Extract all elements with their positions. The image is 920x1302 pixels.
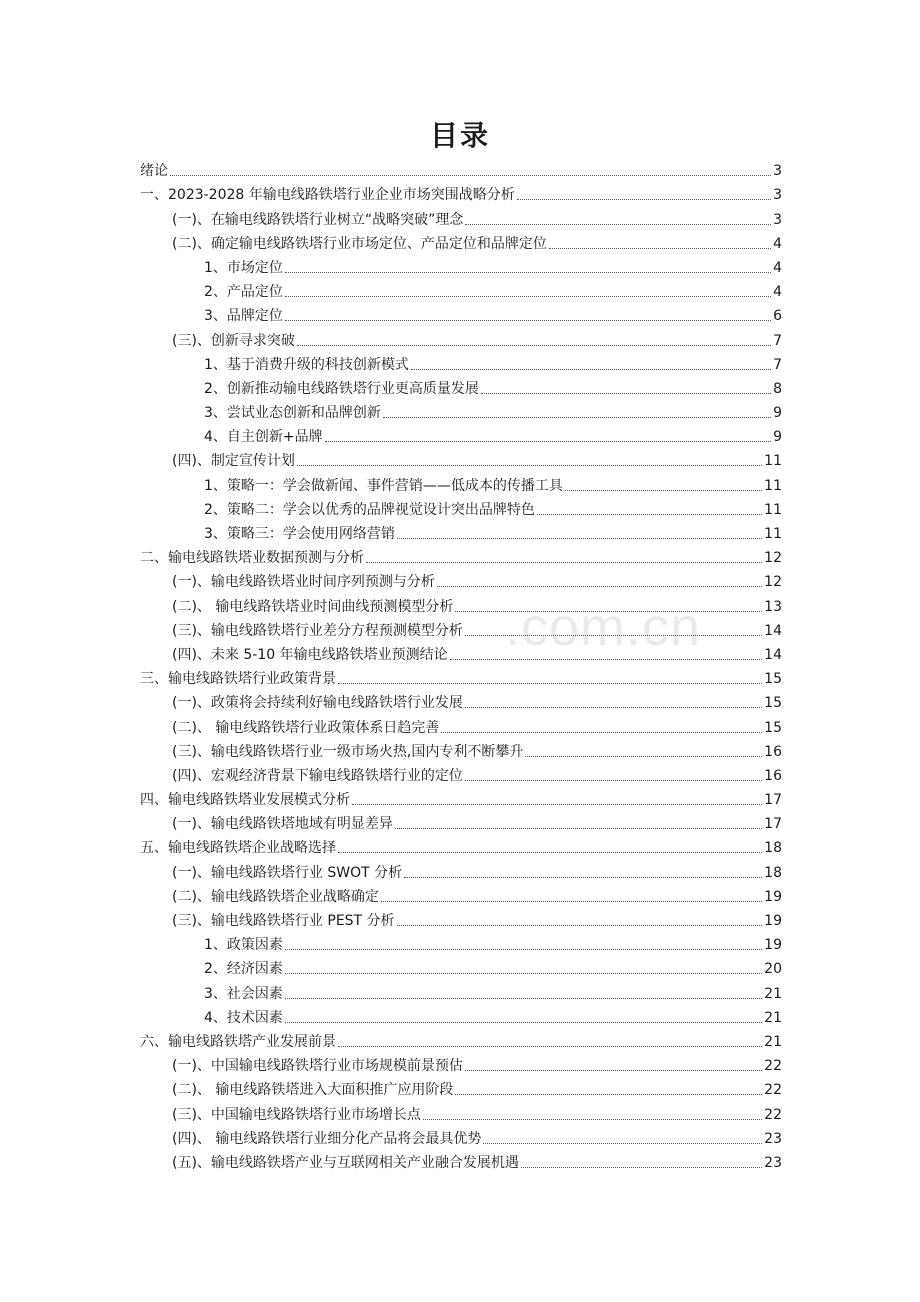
toc-entry-page-number: 16 [764, 743, 782, 760]
toc-entry-title: 4、自主创新+品牌 [204, 429, 323, 446]
toc-entry-title: 2、产品定位 [204, 284, 283, 301]
toc-entry-title: (四)、宏观经济背景下输电线路铁塔行业的定位 [172, 767, 463, 784]
dot-leader [397, 538, 762, 539]
dot-leader [285, 998, 762, 999]
toc-entry-title: 六、输电线路铁塔产业发展前景 [140, 1033, 336, 1050]
dot-leader [366, 562, 762, 563]
toc-entry-title: (四)、 输电线路铁塔行业细分化产品将会最具优势 [172, 1130, 482, 1147]
toc-entry[interactable] [140, 205, 782, 229]
dot-leader [338, 852, 762, 853]
toc-entry[interactable] [140, 520, 782, 544]
toc-entry-title: (一)、输电线路铁塔业时间序列预测与分析 [172, 574, 435, 591]
toc-entry-title: 一、2023-2028 年输电线路铁塔行业企业市场突围战略分析 [140, 187, 515, 204]
toc-entry-page-number: 11 [764, 453, 782, 470]
toc-entry-title: (一)、中国输电线路铁塔行业市场规模前景预估 [172, 1058, 463, 1075]
toc-entry-page-number: 19 [764, 913, 782, 929]
toc-entry-page-number: 7 [773, 332, 782, 349]
dot-leader [297, 465, 762, 466]
toc-entry-title: (五)、输电线路铁塔产业与互联网相关产业融合发展机遇 [172, 1154, 519, 1171]
toc-entry[interactable] [140, 592, 782, 616]
toc-entry[interactable] [140, 302, 782, 326]
toc-entry[interactable] [140, 278, 782, 302]
toc-entry[interactable] [140, 181, 782, 205]
toc-entry-title: 3、品牌定位 [204, 308, 283, 325]
toc-entry-title: 2、创新推动输电线路铁塔行业更高质量发展 [204, 380, 479, 397]
toc-entry-page-number: 15 [764, 671, 782, 688]
toc-entry[interactable] [140, 471, 782, 495]
toc-entry-page-number: 4 [773, 235, 782, 252]
dot-leader [450, 659, 763, 660]
toc-entry[interactable] [140, 617, 782, 641]
toc-entry[interactable] [140, 254, 782, 278]
dot-leader [437, 586, 762, 587]
toc-entry[interactable] [140, 375, 782, 399]
toc-entry[interactable] [140, 1125, 782, 1149]
toc-entry-title: (一)、在输电线路铁塔行业树立“战略突破”理念 [172, 211, 464, 228]
toc-entry-title: (三)、输电线路铁塔行业 PEST 分析 [172, 913, 395, 929]
toc-entry-page-number: 12 [764, 574, 782, 591]
table-of-contents [140, 157, 782, 1173]
dot-leader [395, 828, 762, 829]
toc-entry-title: (三)、创新寻求突破 [172, 332, 295, 349]
dot-leader [549, 248, 771, 249]
toc-entry-page-number: 4 [773, 284, 782, 301]
toc-entry-title: (二)、确定输电线路铁塔行业市场定位、产品定位和品牌定位 [172, 235, 547, 252]
toc-entry-page-number: 23 [764, 1154, 782, 1171]
toc-entry[interactable] [140, 762, 782, 786]
toc-entry-page-number: 15 [764, 695, 782, 712]
toc-entry-title: 四、输电线路铁塔业发展模式分析 [140, 792, 350, 809]
toc-entry-page-number: 3 [773, 187, 782, 204]
toc-entry-title: 3、社会因素 [204, 985, 283, 1002]
toc-entry-title: 2、策略二：学会以优秀的品牌视觉设计突出品牌特色 [204, 501, 535, 518]
toc-entry-page-number: 23 [764, 1130, 782, 1147]
dot-leader [537, 514, 762, 515]
dot-leader [381, 901, 762, 902]
toc-entry-title: (二)、输电线路铁塔企业战略确定 [172, 888, 379, 905]
dot-leader [465, 707, 762, 708]
toc-entry-title: (二)、 输电线路铁塔进入大面积推广应用阶段 [172, 1082, 454, 1099]
dot-leader [517, 199, 771, 200]
dot-leader [325, 441, 771, 442]
toc-entry[interactable] [140, 883, 782, 907]
watermark: .com.cn [505, 597, 702, 657]
dot-leader [521, 1167, 762, 1168]
toc-entry-title: (一)、输电线路铁塔行业 SWOT 分析 [172, 864, 403, 881]
dot-leader [404, 877, 762, 878]
toc-entry-page-number: 16 [764, 767, 782, 784]
dot-leader [465, 635, 762, 636]
toc-entry-page-number: 3 [773, 211, 782, 228]
toc-entry[interactable] [140, 858, 782, 882]
toc-entry-page-number: 14 [764, 622, 782, 639]
toc-entry-page-number: 11 [764, 526, 782, 542]
toc-entry[interactable] [140, 834, 782, 858]
toc-entry[interactable] [140, 326, 782, 350]
toc-entry[interactable] [140, 810, 782, 834]
dot-leader [423, 1119, 762, 1120]
toc-entry[interactable] [140, 157, 782, 181]
toc-entry[interactable] [140, 544, 782, 568]
toc-entry-page-number: 18 [764, 840, 782, 857]
toc-entry-title: 4、技术因素 [204, 1009, 283, 1026]
dot-leader [285, 272, 771, 273]
toc-entry-title: 1、基于消费升级的科技创新模式 [204, 356, 409, 373]
dot-leader [481, 393, 771, 394]
toc-entry-title: 绪论 [140, 163, 168, 180]
dot-leader [338, 1046, 762, 1047]
toc-entry-page-number: 11 [764, 501, 782, 518]
toc-entry[interactable] [140, 1004, 782, 1028]
toc-entry-title: 二、输电线路铁塔业数据预测与分析 [140, 550, 364, 567]
toc-entry[interactable] [140, 423, 782, 447]
dot-leader [465, 780, 762, 781]
toc-entry[interactable] [140, 230, 782, 254]
toc-entry-page-number: 8 [773, 380, 782, 397]
toc-entry[interactable] [140, 1100, 782, 1124]
dot-leader [338, 683, 762, 684]
toc-entry-page-number: 4 [773, 259, 782, 276]
toc-entry-page-number: 20 [764, 961, 782, 978]
toc-entry-title: 2、经济因素 [204, 961, 283, 978]
dot-leader [411, 369, 771, 370]
toc-entry[interactable] [140, 351, 782, 375]
dot-leader [170, 175, 771, 176]
toc-entry-title: (三)、中国输电线路铁塔行业市场增长点 [172, 1106, 421, 1123]
toc-entry-page-number: 22 [764, 1058, 782, 1075]
toc-entry-page-number: 12 [764, 550, 782, 567]
toc-entry-title: 1、政策因素 [204, 937, 283, 954]
toc-entry[interactable] [140, 931, 782, 955]
toc-entry-page-number: 13 [764, 598, 782, 615]
dot-leader [465, 1070, 762, 1071]
toc-entry-page-number: 17 [764, 816, 782, 833]
toc-entry[interactable] [140, 665, 782, 689]
toc-entry[interactable] [140, 1028, 782, 1052]
toc-entry-page-number: 9 [773, 405, 782, 422]
dot-leader [455, 611, 762, 612]
toc-entry[interactable] [140, 907, 782, 931]
toc-entry-page-number: 15 [764, 719, 782, 736]
toc-entry-title: (二)、 输电线路铁塔行业政策体系日趋完善 [172, 719, 440, 736]
toc-entry[interactable] [140, 1052, 782, 1076]
dot-leader [297, 345, 771, 346]
toc-entry[interactable] [140, 979, 782, 1003]
toc-entry[interactable] [140, 786, 782, 810]
dot-leader [441, 732, 762, 733]
toc-entry-title: (三)、输电线路铁塔行业差分方程预测模型分析 [172, 622, 463, 639]
toc-entry-title: (四)、制定宣传计划 [172, 453, 295, 470]
dot-leader [525, 756, 762, 757]
dot-leader [352, 804, 762, 805]
toc-entry-title: 1、市场定位 [204, 259, 283, 276]
toc-entry-title: 五、输电线路铁塔企业战略选择 [140, 840, 336, 857]
toc-entry-page-number: 14 [764, 646, 782, 663]
toc-entry-page-number: 6 [773, 308, 782, 325]
dot-leader [465, 224, 771, 225]
toc-entry-page-number: 21 [764, 985, 782, 1002]
toc-entry-page-number: 3 [773, 163, 782, 180]
dot-leader [285, 320, 771, 321]
dot-leader [397, 925, 763, 926]
toc-entry-page-number: 11 [764, 477, 782, 494]
dot-leader [285, 1022, 762, 1023]
toc-entry-title: (三)、输电线路铁塔行业一级市场火热,国内专利不断攀升 [172, 743, 524, 760]
dot-leader [455, 1094, 762, 1095]
toc-entry-page-number: 22 [764, 1082, 782, 1099]
toc-entry-page-number: 17 [764, 792, 782, 809]
toc-title: 目录 [429, 119, 490, 152]
toc-entry[interactable] [140, 713, 782, 737]
toc-entry[interactable] [140, 496, 782, 520]
toc-entry[interactable] [140, 955, 782, 979]
toc-entry[interactable] [140, 568, 782, 592]
toc-entry-page-number: 22 [764, 1106, 782, 1123]
toc-entry[interactable] [140, 447, 782, 471]
toc-entry-title: (二)、 输电线路铁塔业时间曲线预测模型分析 [172, 598, 454, 615]
dot-leader [285, 973, 762, 974]
toc-entry-page-number: 9 [773, 429, 782, 446]
toc-entry-title: 3、策略三：学会使用网络营销 [204, 526, 395, 542]
toc-entry[interactable] [140, 1149, 782, 1173]
toc-entry-page-number: 21 [764, 1033, 782, 1050]
toc-entry-page-number: 7 [773, 356, 782, 373]
toc-entry-page-number: 19 [764, 888, 782, 905]
toc-entry[interactable] [140, 738, 782, 762]
dot-leader [483, 1143, 762, 1144]
toc-entry-title: (一)、输电线路铁塔地域有明显差异 [172, 816, 393, 833]
toc-entry-title: 1、策略一：学会做新闻、事件营销——低成本的传播工具 [204, 477, 563, 494]
dot-leader [565, 490, 762, 491]
toc-entry[interactable] [140, 1076, 782, 1100]
toc-entry-title: 3、尝试业态创新和品牌创新 [204, 405, 381, 422]
toc-entry-title: (四)、未来 5-10 年输电线路铁塔业预测结论 [172, 646, 448, 663]
toc-entry[interactable] [140, 399, 782, 423]
toc-entry-page-number: 21 [764, 1009, 782, 1026]
toc-entry[interactable] [140, 641, 782, 665]
toc-entry-title: 三、输电线路铁塔行业政策背景 [140, 671, 336, 688]
toc-entry-title: (一)、政策将会持续利好输电线路铁塔行业发展 [172, 695, 463, 712]
toc-entry-page-number: 18 [764, 864, 782, 881]
dot-leader [285, 949, 762, 950]
dot-leader [383, 417, 771, 418]
dot-leader [285, 296, 771, 297]
toc-entry[interactable] [140, 689, 782, 713]
toc-entry-page-number: 19 [764, 937, 782, 954]
